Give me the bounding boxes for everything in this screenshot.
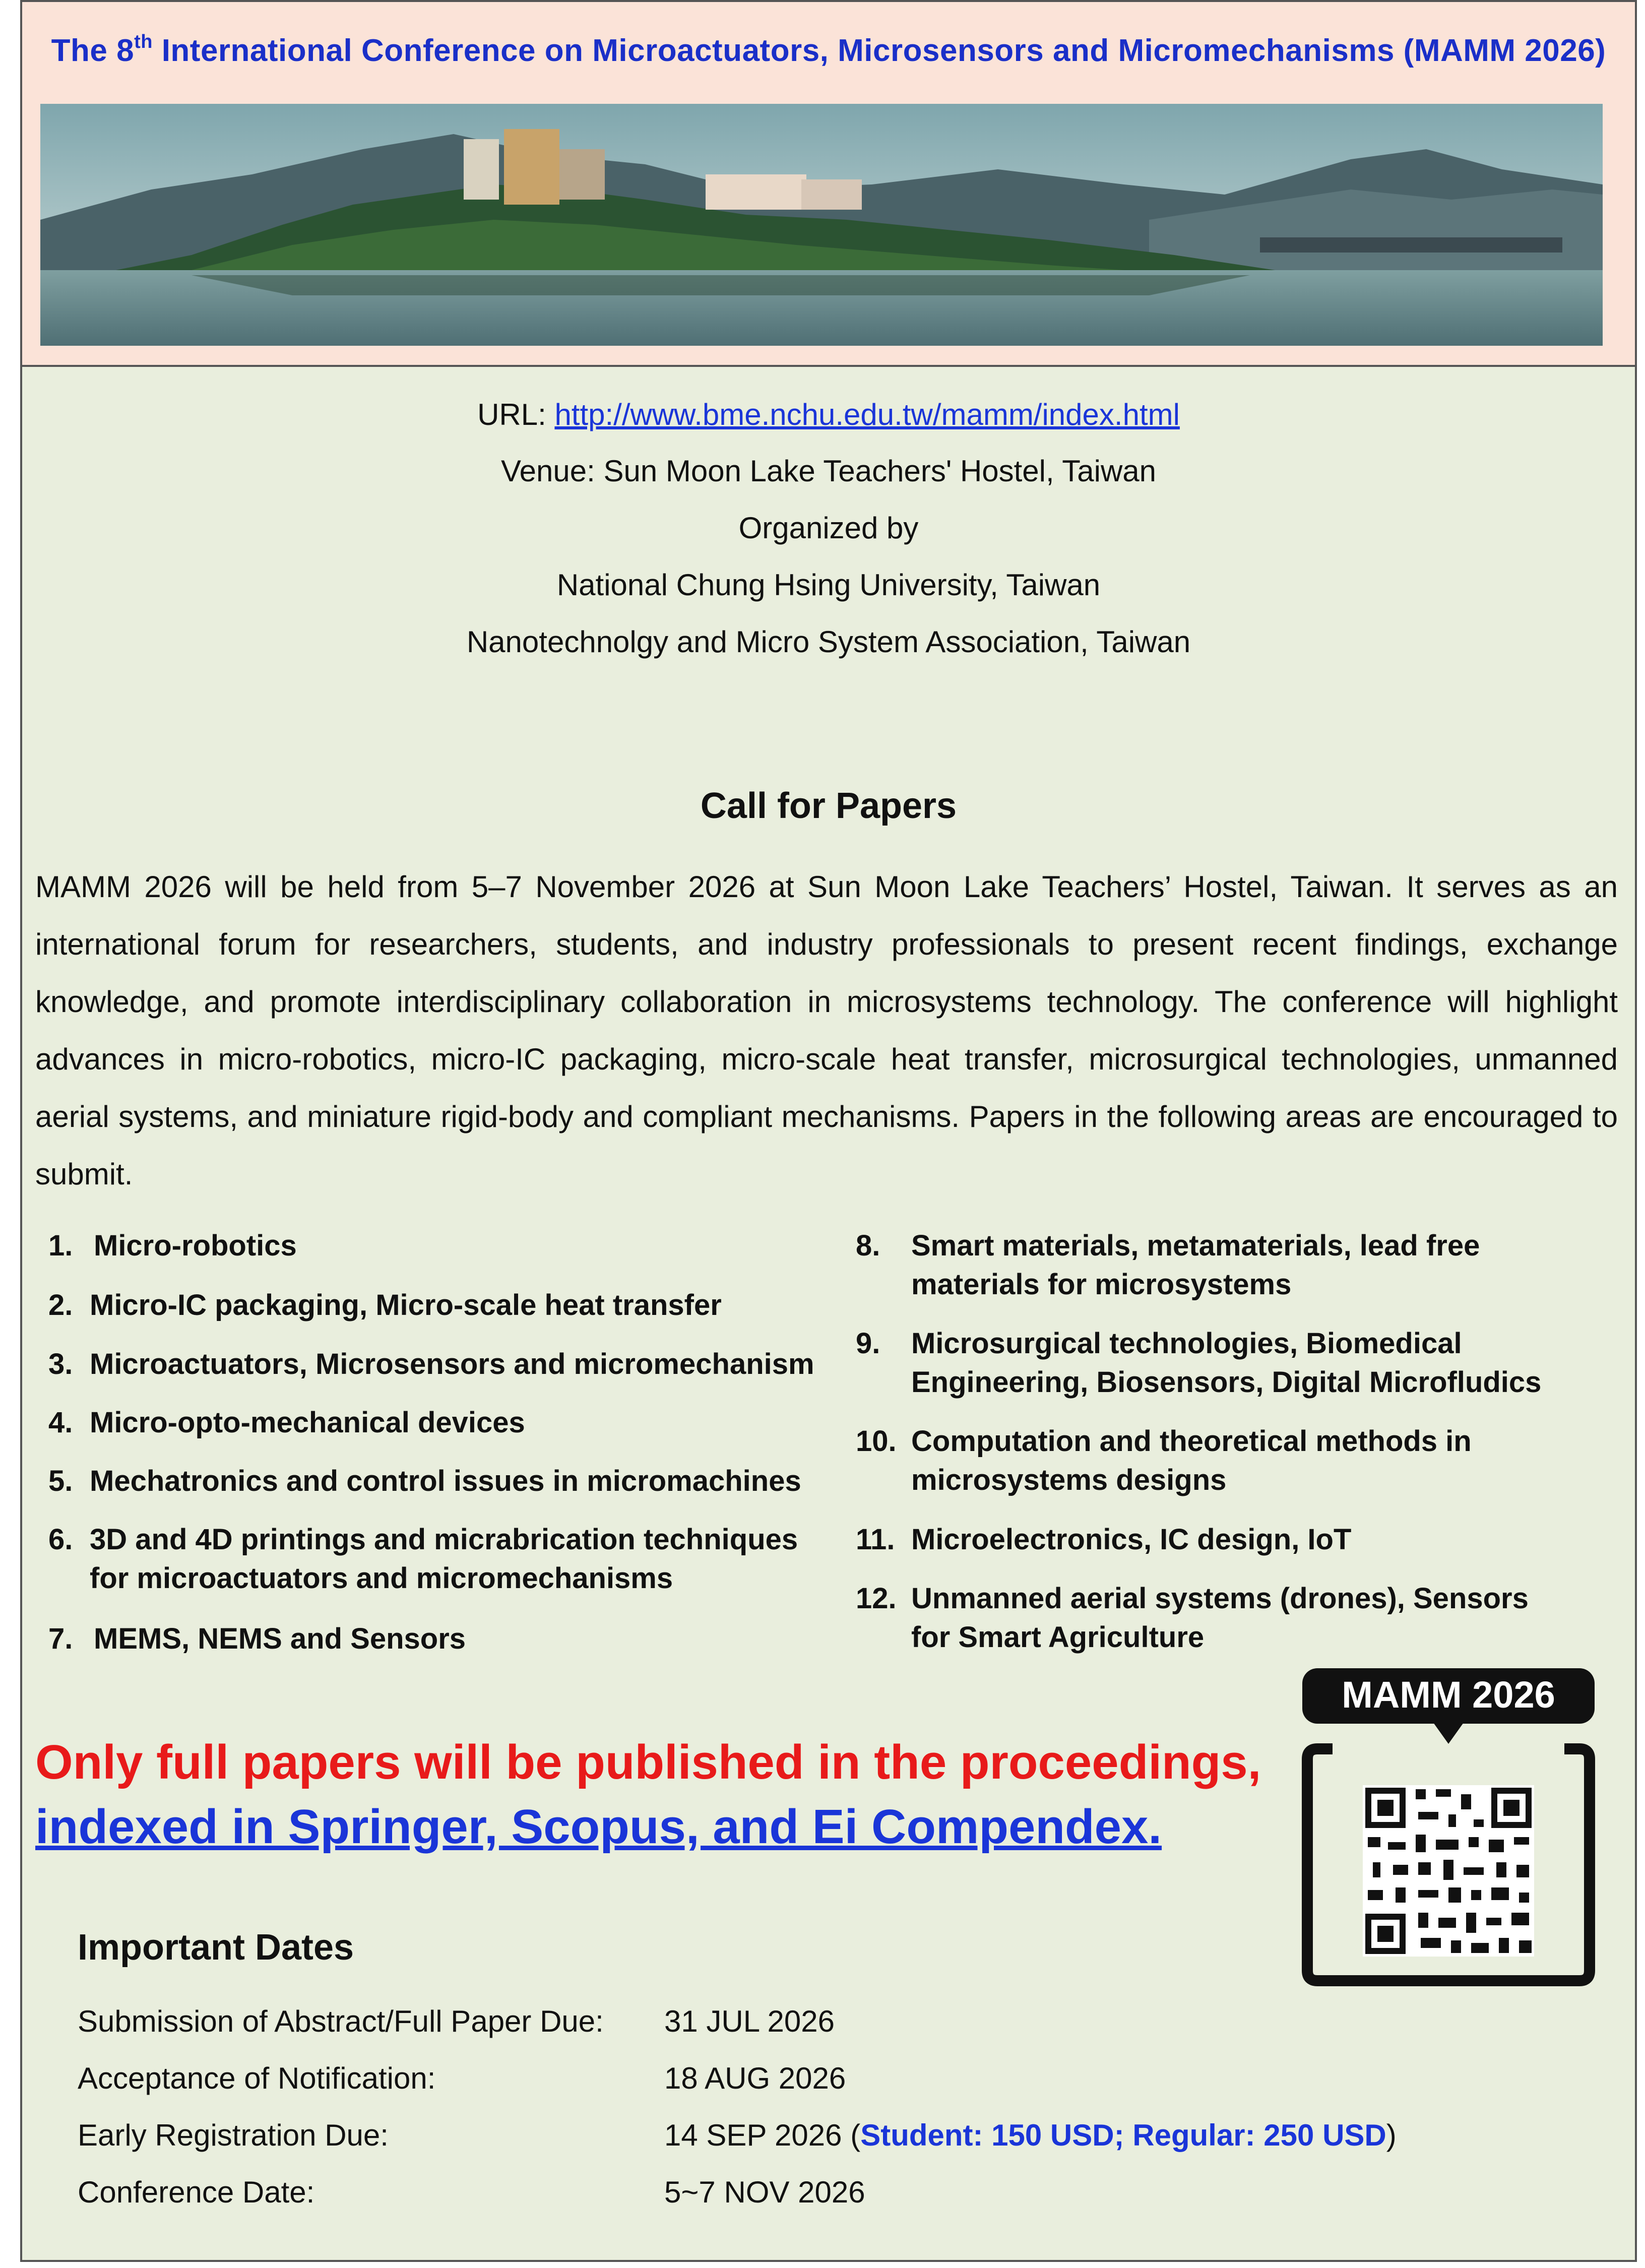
- venue-line: Venue: Sun Moon Lake Teachers' Hostel, Taiwan: [500, 454, 1157, 488]
- conference-url-link[interactable]: http://www.bme.nchu.edu.tw/mamm/index.html: [554, 398, 1180, 431]
- organizer-1: National Chung Hsing University, Taiwan: [556, 568, 1101, 602]
- registration-fee: Student: 150 USD; Regular: 250 USD: [860, 2118, 1386, 2152]
- list-item: 7. MEMS, NEMS and Sensors: [48, 1622, 466, 1655]
- call-for-papers-heading: Call for Papers: [700, 786, 957, 826]
- list-item: 8. Smart materials, metamaterials, lead free materials for microsystems: [856, 1229, 1480, 1301]
- list-item: 4. Micro-opto-mechanical devices: [48, 1406, 525, 1439]
- list-item: 3. Microactuators, Microsensors and micromechanism: [48, 1348, 814, 1380]
- body-panel: URL: http://www.bme.nchu.edu.tw/mamm/index.html Venue: Sun Moon Lake Teachers' Hostel, Taiwan Organized by National Chung Hsing University, Taiwan Nanotechnolgy and Micro System Association, Taiwan Call for Papers MAMM 2026 will be held from 5–7 November 2026 at Sun Moon Lake Teachers’ Hostel, Taiwan. It serves as an international forum for researchers, students, and industry professionals to present recent findings, exchange knowledge, and promote interdisciplinary collaboration in microsystems technology. The conference will highlight advances in micro-robotics, micro-IC packaging, micro-scale heat transfer, microsurgical technologies, unmanned aerial systems, and miniature rigid-body and compliant mechanisms. Papers in the following areas are encouraged to submit. 1. Micro-robotics 2. Micro-IC packaging, Micro-scale heat transfer 3. Microactuators, Microsensors and micromechanism 4. Micro-opto-mechanical devices 5. Mechatronics and control issues in micromachines 6. 3D and 4D printings and micrabrication techniques for microactuators and micromechanisms 7. MEMS, NEMS and Sensors 8. Smart materials, metamaterials, lead free materials for microsystems 9. Microsurgical technologies, Biomedical Engineering, Biosensors, Digital Microfludics 10. Computation and theoretical methods in microsystems designs 11. Microelectronics, IC design, IoT 12. Unmanned aerial systems (drones), Sensors for Smart Agriculture Only full papers will be published in the proceedings, indexed in Springer, Scopus, and Ei Compendex. MAMM 2026 Important Dates Submission of Abstract/Full Paper Due: 31 JUL 2026 Acceptance of Notification: 18 AUG 2026 Early Registration Due: 14 SEP 2026 (Student: 150 USD; Regular: 250 USD) Conference Date: 5~7 NOV 2026: [22, 367, 1635, 2260]
- qr-label: MAMM 2026: [1342, 1674, 1555, 1716]
- proceedings-notice-line1: Only full papers will be published in the proceedings,: [35, 1735, 1261, 1789]
- title-suffix: International Conference on Microactuators, Microsensors and Micromechanisms (MAMM 2026): [152, 33, 1606, 68]
- intro-paragraph: MAMM 2026 will be held from 5–7 November 2026 at Sun Moon Lake Teachers’ Hostel, Taiwan. It serves as an international forum for researchers, students, and industry professionals to present recent findings, exchange knowledge, and promote interdisciplinary collaboration in microsystems technology. The conference will highlight advances in micro-robotics, micro-IC packaging, micro-scale heat transfer, microsurgical technologies, unmanned aerial systems, and miniature rigid-body and compliant mechanisms. Papers in the following areas are encouraged to submit.: [35, 870, 1618, 1191]
- indexing-link[interactable]: indexed in Springer, Scopus, and Ei Compendex.: [35, 1800, 1162, 1854]
- list-item: 12. Unmanned aerial systems (drones), Sensors for Smart Agriculture: [856, 1582, 1529, 1654]
- list-item: 2. Micro-IC packaging, Micro-scale heat transfer: [48, 1289, 722, 1321]
- page-border: [20, 0, 1637, 2262]
- title-superscript: th: [134, 31, 153, 52]
- organizer-2: Nanotechnolgy and Micro System Association, Taiwan: [466, 625, 1191, 659]
- list-item: 10. Computation and theoretical methods in microsystems designs: [856, 1425, 1472, 1496]
- list-item: 6. 3D and 4D printings and micrabrication techniques for microactuators and micromechanisms: [48, 1523, 798, 1595]
- list-item: 5. Mechatronics and control issues in micromachines: [48, 1465, 801, 1497]
- list-item: 1. Micro-robotics: [48, 1229, 297, 1262]
- organized-by-label: Organized by: [738, 511, 919, 545]
- list-item: 9. Microsurgical technologies, Biomedical Engineering, Biosensors, Digital Microfludics: [856, 1327, 1542, 1399]
- title-prefix: The 8: [51, 33, 135, 68]
- url-label: URL:: [477, 398, 555, 431]
- list-item: 11. Microelectronics, IC design, IoT: [856, 1523, 1352, 1556]
- important-dates-heading: Important Dates: [78, 1927, 354, 1968]
